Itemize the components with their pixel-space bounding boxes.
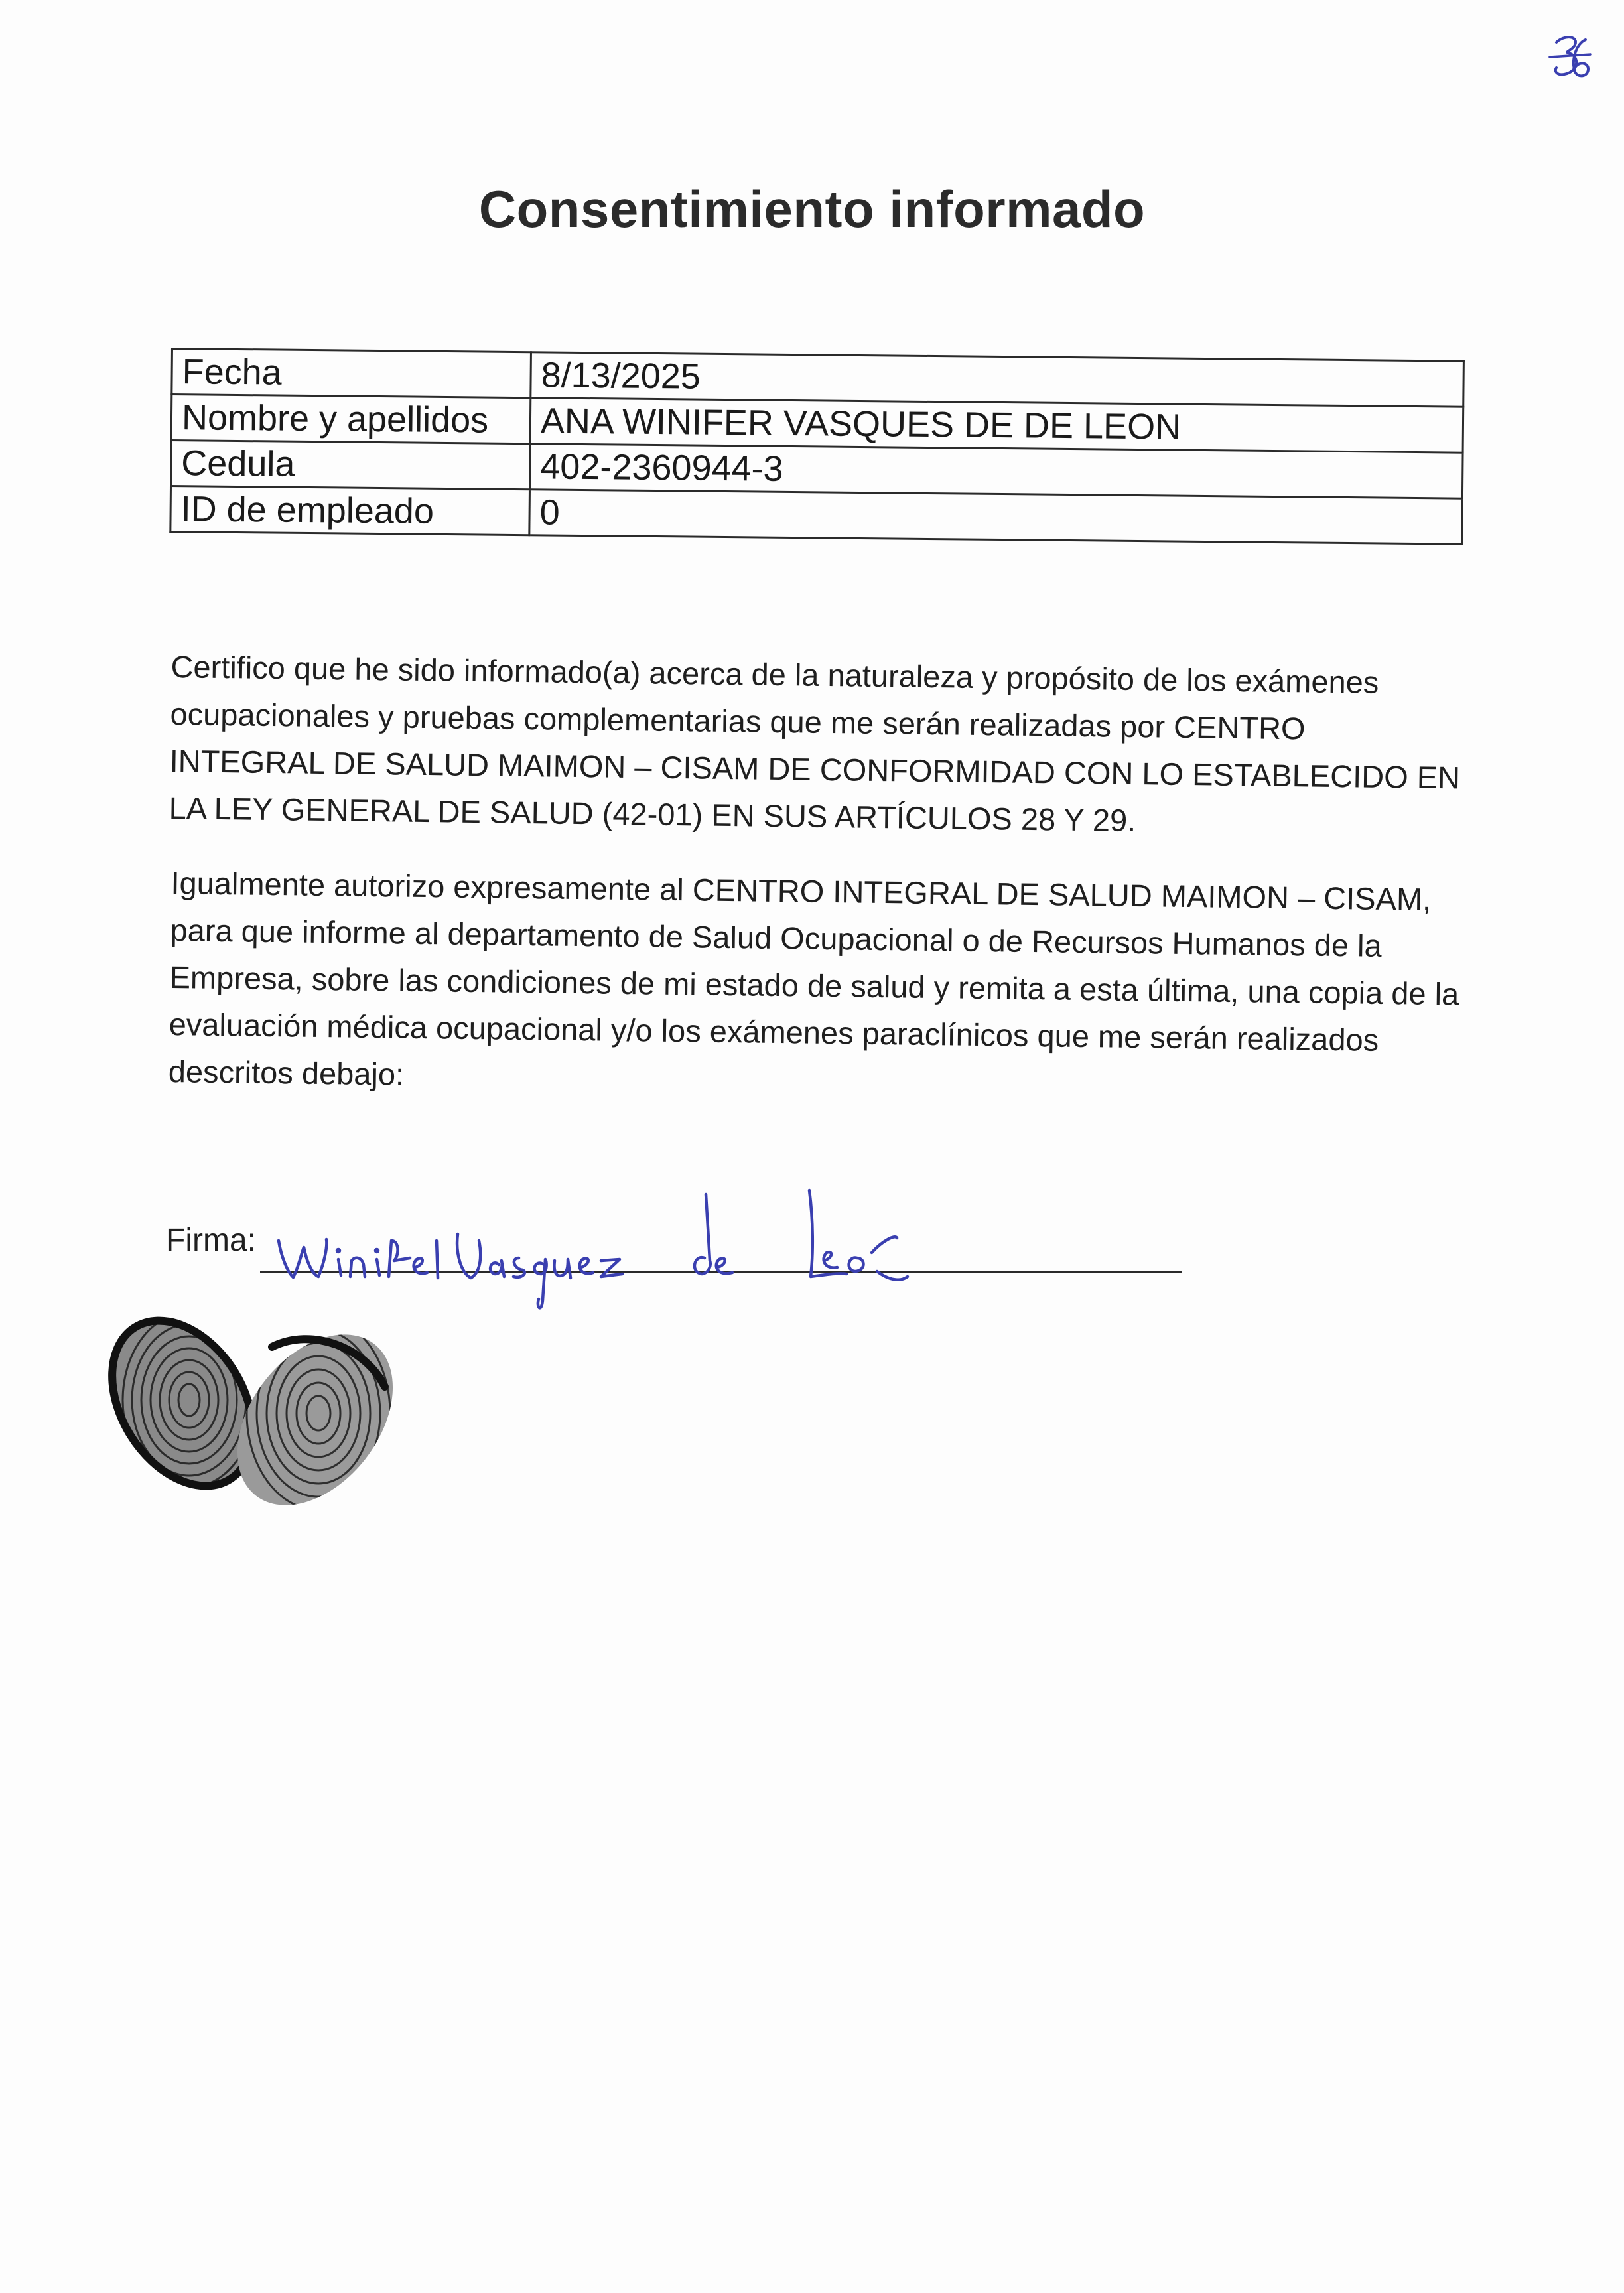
handwritten-signature	[259, 1141, 1055, 1314]
field-value-fecha: 8/13/2025	[531, 352, 1464, 407]
field-label-cedula: Cedula	[170, 441, 530, 490]
field-value-cedula: 402-2360944-3	[529, 444, 1463, 498]
employee-info-table	[169, 348, 1465, 545]
field-label-nombre: Nombre y apellidos	[171, 395, 531, 444]
consent-paragraph-1: Certifico que he sido informado(a) acerca de la naturaleza y propósito de los exámenes ocupacionales y pruebas complementarias que me serán realizadas por CENTRO INTEGRAL DE SALUD MAIMON – CISAM DE CONFORMIDAD CON LO ESTABLECIDO EN LA LEY GENERAL DE SALUD (42-01) EN SUS ARTÍCULOS 28 Y 29.	[169, 648, 1461, 839]
field-value-nombre: ANA WINIFER VASQUES DE DE LEON	[530, 398, 1463, 452]
signature-label: Firma:	[166, 1223, 256, 1258]
field-label-fecha: Fecha	[172, 349, 531, 398]
fingerprint-impressions	[73, 1307, 418, 1533]
handwritten-page-number	[1544, 28, 1597, 88]
field-value-id-empleado: 0	[529, 490, 1463, 544]
consent-paragraph-2: Igualmente autorizo expresamente al CENTRO INTEGRAL DE SALUD MAIMON – CISAM, para que informe al departamento de Salud Ocupacional o de Recursos Humanos de la Empresa, sobre las condiciones de mi estado de salud y remita a esta última, una copia de la evaluación médica ocupacional y/o los exámenes paraclínicos que me serán realizados descritos debajo:	[168, 865, 1459, 1092]
document-title: Consentimiento informado	[478, 180, 1146, 238]
field-label-id-empleado: ID de empleado	[170, 486, 530, 535]
